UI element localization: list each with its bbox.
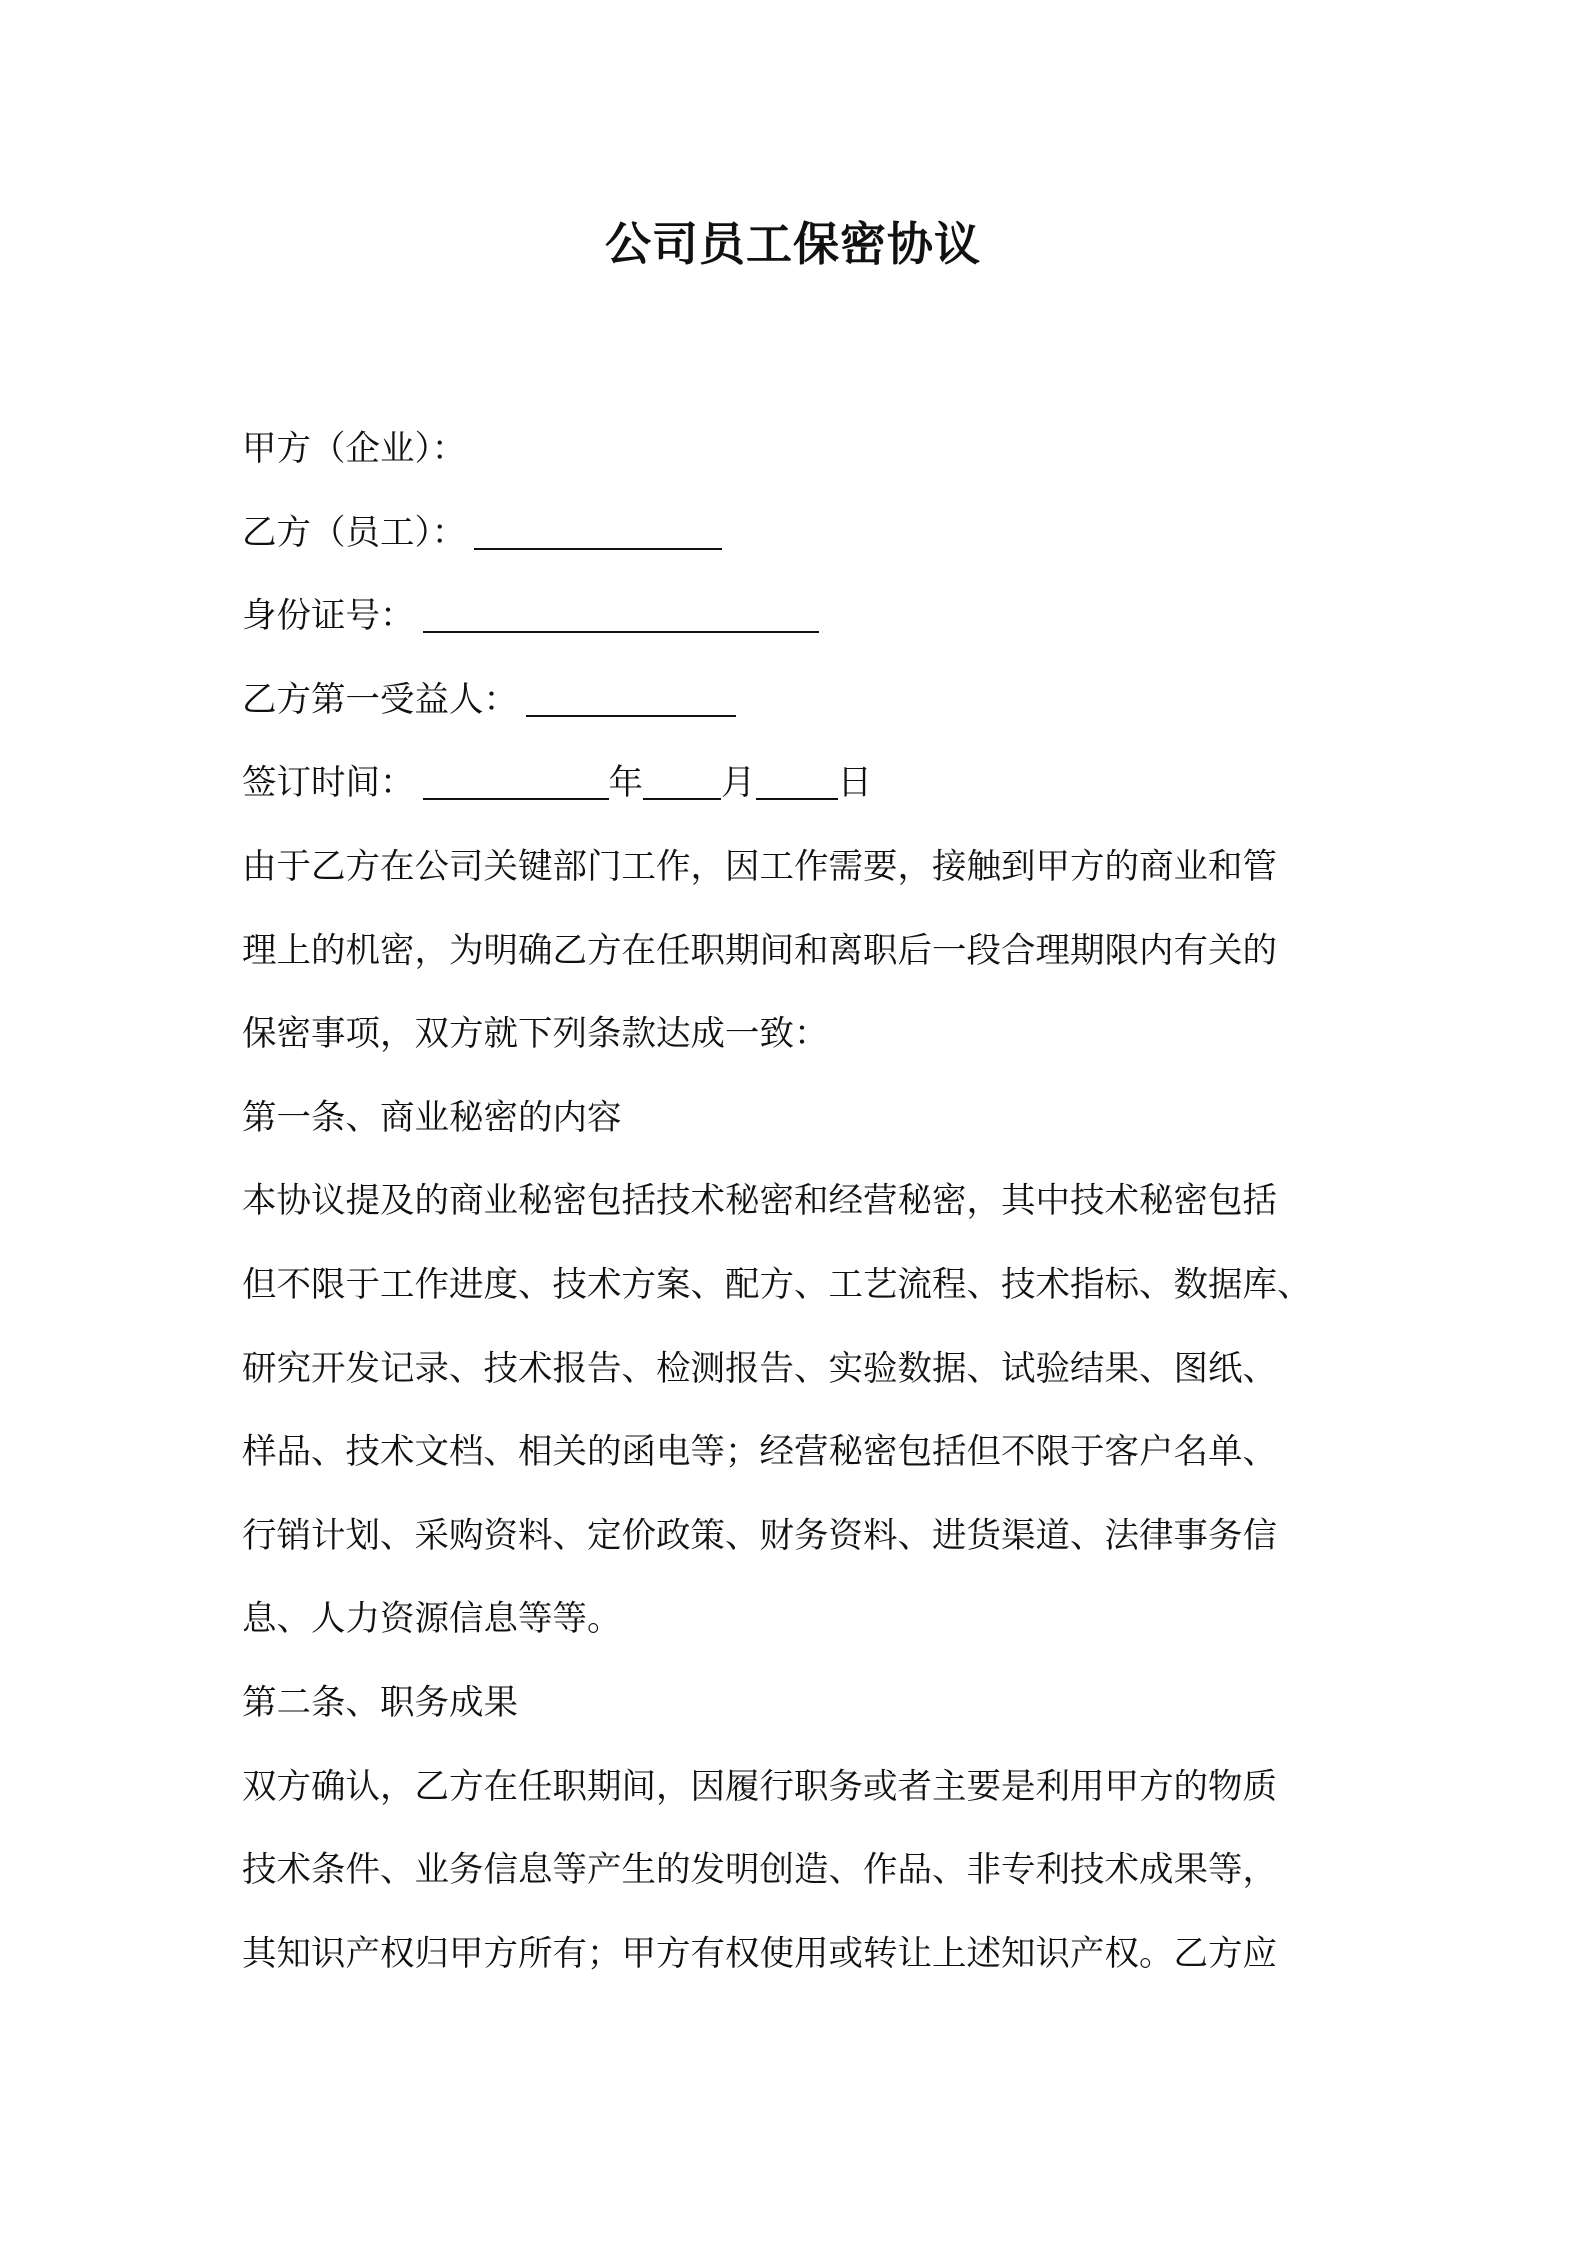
beneficiary-blank (526, 681, 736, 717)
year-blank (423, 764, 609, 800)
article-1-line-1: 本协议提及的商业秘密包括技术秘密和经营秘密，其中技术秘密包括 (242, 1181, 1277, 1222)
id-number-line (242, 575, 1358, 659)
article-1-line-3: 研究开发记录、技术报告、检测报告、实验数据、试验结果、图纸、 (242, 1348, 1277, 1389)
article-1-line-2: 但不限于工作进度、技术方案、配方、工艺流程、技术指标、数据库、 (242, 1264, 1312, 1305)
party-b-line (242, 492, 1358, 576)
preamble-line-2: 理上的机密，为明确乙方在任职期间和离职后一段合理期限内有关的 (242, 930, 1277, 971)
id-number-label: 身份证号： (242, 596, 415, 637)
preamble-line-3: 保密事项，双方就下列条款达成一致： (242, 1014, 829, 1055)
party-a-label: 甲方（企业）： (242, 429, 467, 469)
preamble-line-1: 由于乙方在公司关键部门工作，因工作需要，接触到甲方的商业和管 (242, 846, 1277, 887)
document-title: 公司员工保密协议 (605, 217, 981, 271)
article-2-line-2: 技术条件、业务信息等产生的发明创造、作品、非专利技术成果等， (242, 1850, 1277, 1891)
article-2-line-3: 其知识产权归甲方所有；甲方有权使用或转让上述知识产权。乙方应 (242, 1933, 1277, 1974)
article-1-line-5: 行销计划、采购资料、定价政策、财务资料、进货渠道、法律事务信 (242, 1515, 1277, 1556)
beneficiary-line (242, 659, 1358, 743)
article-2-heading: 第二条、职务成果 (242, 1682, 518, 1723)
party-a-line (242, 408, 1358, 492)
article-1-line-4: 样品、技术文档、相关的函电等；经营秘密包括但不限于客户名单、 (242, 1432, 1277, 1473)
beneficiary-label: 乙方第一受益人： (242, 679, 518, 720)
day-blank (756, 764, 838, 800)
sign-date-line (242, 742, 1358, 826)
article-2-line-1: 双方确认，乙方在任职期间，因履行职务或者主要是利用甲方的物质 (242, 1766, 1277, 1807)
year-label: 年 (608, 763, 643, 804)
month-label: 月 (721, 763, 756, 804)
id-number-blank (423, 597, 819, 633)
document-body (242, 408, 1358, 1996)
party-b-blank (474, 514, 722, 550)
article-1-heading: 第一条、商业秘密的内容 (242, 1097, 622, 1138)
month-blank (643, 764, 721, 800)
party-b-label: 乙方（员工）： (242, 512, 467, 553)
sign-date-label: 签订时间： (242, 763, 415, 804)
day-label: 日 (837, 763, 872, 804)
article-1-line-6: 息、人力资源信息等等。 (242, 1599, 622, 1640)
